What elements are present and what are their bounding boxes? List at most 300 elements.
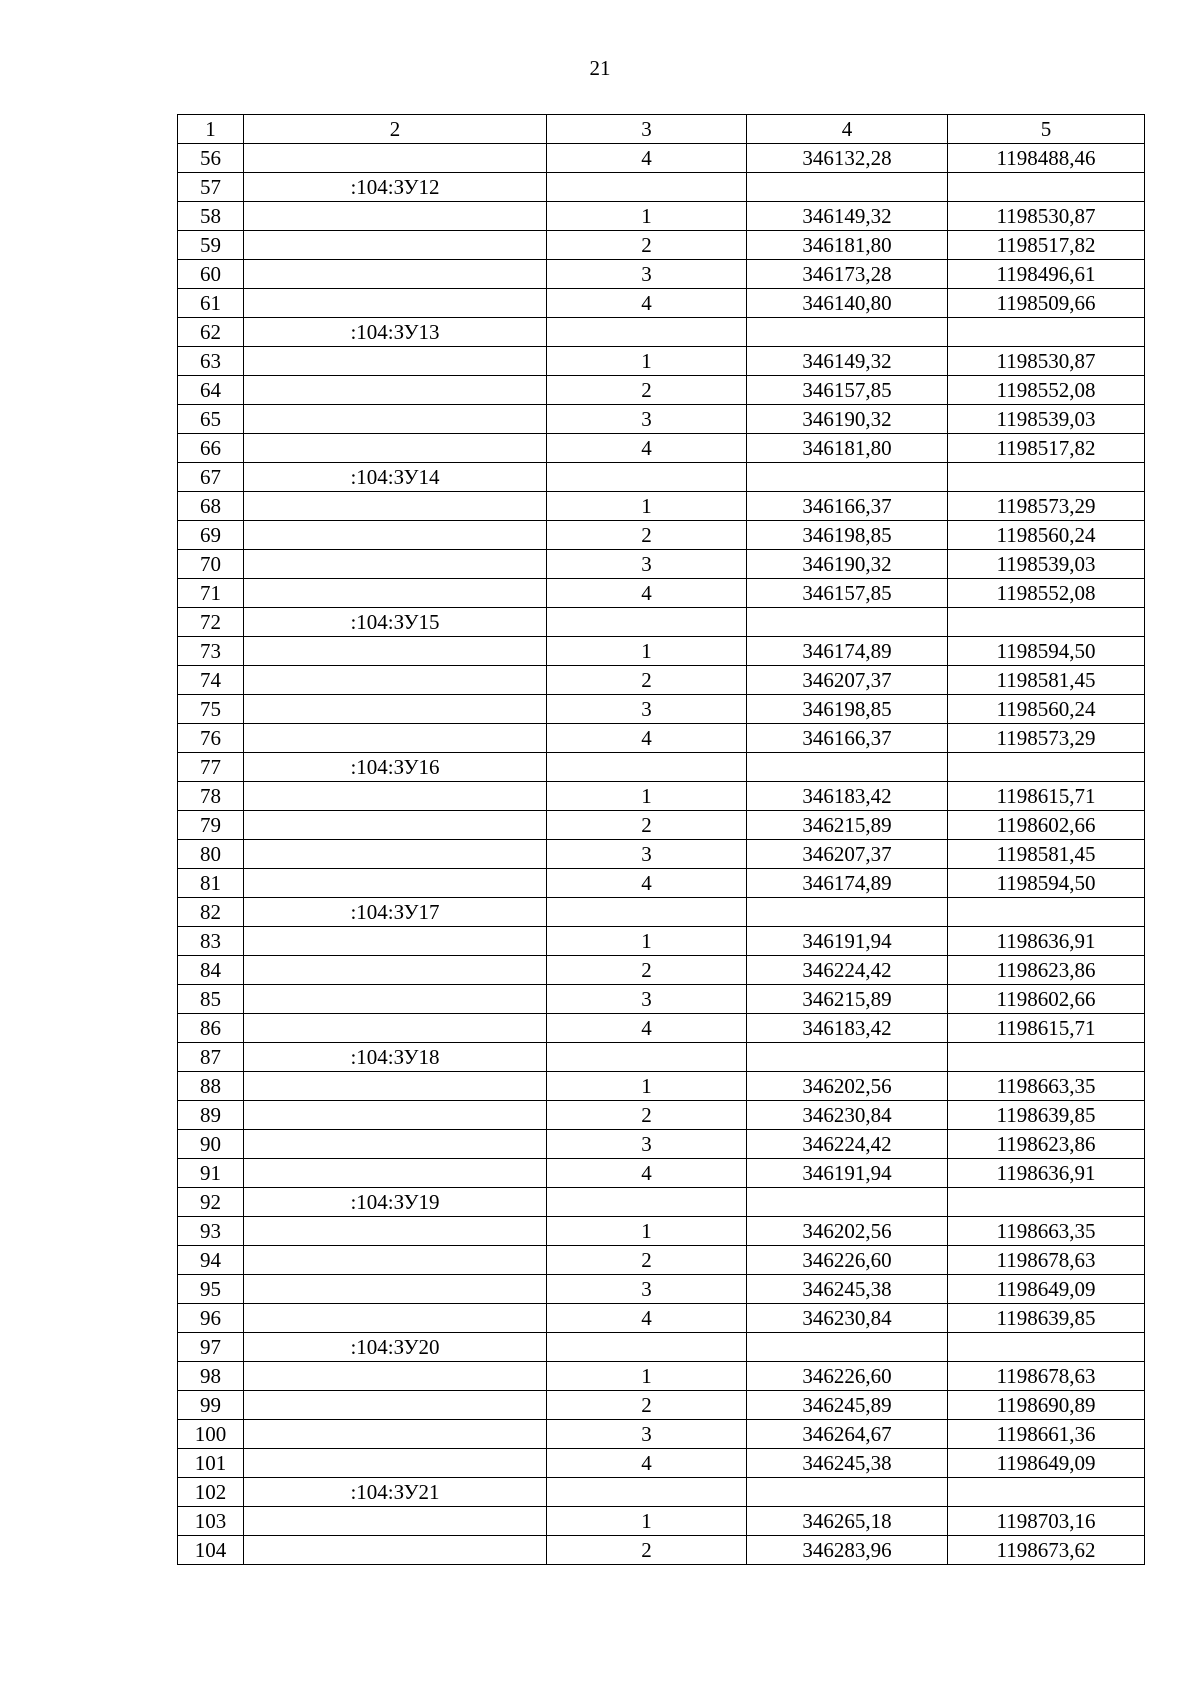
table-row: [178, 927, 1145, 956]
column-header: 4: [747, 115, 948, 144]
row-number-cell: 75: [178, 695, 244, 724]
y-coordinate-cell: 1198573,29: [948, 492, 1145, 521]
y-coordinate-cell: 1198639,85: [948, 1304, 1145, 1333]
y-coordinate-cell: 1198663,35: [948, 1217, 1145, 1246]
table-row: [178, 898, 1145, 927]
x-coordinate-cell: 346207,37: [747, 666, 948, 695]
x-coordinate-cell: 346245,38: [747, 1275, 948, 1304]
row-number-cell: 80: [178, 840, 244, 869]
plot-label-cell: :104:ЗУ18: [244, 1043, 547, 1072]
x-coordinate-cell: 346140,80: [747, 289, 948, 318]
x-coordinate-cell: 346245,89: [747, 1391, 948, 1420]
x-coordinate-cell: [747, 1043, 948, 1072]
y-coordinate-cell: 1198581,45: [948, 840, 1145, 869]
y-coordinate-cell: 1198530,87: [948, 347, 1145, 376]
y-coordinate-cell: 1198649,09: [948, 1449, 1145, 1478]
row-number-cell: 57: [178, 173, 244, 202]
table-row: [178, 376, 1145, 405]
y-coordinate-cell: 1198517,82: [948, 231, 1145, 260]
plot-label-cell: [244, 869, 547, 898]
y-coordinate-cell: 1198594,50: [948, 869, 1145, 898]
table-row: [178, 318, 1145, 347]
x-coordinate-cell: 346224,42: [747, 1130, 948, 1159]
plot-label-cell: :104:ЗУ15: [244, 608, 547, 637]
table-row: [178, 463, 1145, 492]
row-number-cell: 83: [178, 927, 244, 956]
table-row: [178, 840, 1145, 869]
y-coordinate-cell: 1198623,86: [948, 956, 1145, 985]
y-coordinate-cell: 1198552,08: [948, 579, 1145, 608]
x-coordinate-cell: 346149,32: [747, 202, 948, 231]
point-number-cell: 4: [547, 1304, 747, 1333]
row-number-cell: 63: [178, 347, 244, 376]
row-number-cell: 70: [178, 550, 244, 579]
x-coordinate-cell: [747, 1333, 948, 1362]
y-coordinate-cell: 1198678,63: [948, 1362, 1145, 1391]
x-coordinate-cell: 346230,84: [747, 1304, 948, 1333]
row-number-cell: 91: [178, 1159, 244, 1188]
coordinates-table: [177, 114, 1145, 1565]
x-coordinate-cell: 346283,96: [747, 1536, 948, 1565]
y-coordinate-cell: [948, 463, 1145, 492]
y-coordinate-cell: [948, 318, 1145, 347]
x-coordinate-cell: 346173,28: [747, 260, 948, 289]
y-coordinate-cell: 1198636,91: [948, 1159, 1145, 1188]
row-number-cell: 102: [178, 1478, 244, 1507]
point-number-cell: 3: [547, 405, 747, 434]
y-coordinate-cell: 1198594,50: [948, 637, 1145, 666]
x-coordinate-cell: 346226,60: [747, 1362, 948, 1391]
x-coordinate-cell: 346215,89: [747, 985, 948, 1014]
row-number-cell: 97: [178, 1333, 244, 1362]
x-coordinate-cell: 346215,89: [747, 811, 948, 840]
y-coordinate-cell: 1198602,66: [948, 985, 1145, 1014]
table-row: [178, 1159, 1145, 1188]
plot-label-cell: [244, 347, 547, 376]
x-coordinate-cell: 346202,56: [747, 1217, 948, 1246]
point-number-cell: 3: [547, 695, 747, 724]
plot-label-cell: :104:ЗУ14: [244, 463, 547, 492]
point-number-cell: 2: [547, 1246, 747, 1275]
y-coordinate-cell: 1198539,03: [948, 550, 1145, 579]
plot-label-cell: :104:ЗУ17: [244, 898, 547, 927]
x-coordinate-cell: [747, 463, 948, 492]
point-number-cell: 2: [547, 376, 747, 405]
x-coordinate-cell: 346230,84: [747, 1101, 948, 1130]
table-row: [178, 956, 1145, 985]
point-number-cell: 3: [547, 840, 747, 869]
row-number-cell: 85: [178, 985, 244, 1014]
plot-label-cell: [244, 724, 547, 753]
x-coordinate-cell: 346174,89: [747, 637, 948, 666]
row-number-cell: 87: [178, 1043, 244, 1072]
plot-label-cell: :104:ЗУ12: [244, 173, 547, 202]
point-number-cell: 3: [547, 260, 747, 289]
table-row: [178, 1246, 1145, 1275]
x-coordinate-cell: 346190,32: [747, 405, 948, 434]
y-coordinate-cell: 1198573,29: [948, 724, 1145, 753]
x-coordinate-cell: 346207,37: [747, 840, 948, 869]
row-number-cell: 77: [178, 753, 244, 782]
table-row: [178, 1362, 1145, 1391]
row-number-cell: 69: [178, 521, 244, 550]
plot-label-cell: [244, 492, 547, 521]
row-number-cell: 58: [178, 202, 244, 231]
x-coordinate-cell: [747, 898, 948, 927]
table-row: [178, 811, 1145, 840]
point-number-cell: 1: [547, 1362, 747, 1391]
plot-label-cell: [244, 1420, 547, 1449]
table-row: [178, 1101, 1145, 1130]
table-row: [178, 1420, 1145, 1449]
table-row: [178, 1449, 1145, 1478]
plot-label-cell: [244, 637, 547, 666]
x-coordinate-cell: 346191,94: [747, 1159, 948, 1188]
y-coordinate-cell: 1198636,91: [948, 927, 1145, 956]
x-coordinate-cell: 346245,38: [747, 1449, 948, 1478]
y-coordinate-cell: [948, 753, 1145, 782]
plot-label-cell: :104:ЗУ21: [244, 1478, 547, 1507]
y-coordinate-cell: 1198678,63: [948, 1246, 1145, 1275]
y-coordinate-cell: 1198663,35: [948, 1072, 1145, 1101]
point-number-cell: [547, 1043, 747, 1072]
point-number-cell: [547, 898, 747, 927]
table-row: [178, 492, 1145, 521]
row-number-cell: 71: [178, 579, 244, 608]
table-row: [178, 1217, 1145, 1246]
point-number-cell: 1: [547, 1072, 747, 1101]
y-coordinate-cell: 1198690,89: [948, 1391, 1145, 1420]
plot-label-cell: [244, 840, 547, 869]
point-number-cell: 3: [547, 1275, 747, 1304]
table-row: [178, 1072, 1145, 1101]
y-coordinate-cell: 1198496,61: [948, 260, 1145, 289]
row-number-cell: 88: [178, 1072, 244, 1101]
y-coordinate-cell: 1198581,45: [948, 666, 1145, 695]
table-row: [178, 289, 1145, 318]
table-row: [178, 782, 1145, 811]
column-header: 1: [178, 115, 244, 144]
y-coordinate-cell: 1198673,62: [948, 1536, 1145, 1565]
row-number-cell: 103: [178, 1507, 244, 1536]
point-number-cell: 1: [547, 202, 747, 231]
x-coordinate-cell: 346174,89: [747, 869, 948, 898]
row-number-cell: 67: [178, 463, 244, 492]
plot-label-cell: [244, 202, 547, 231]
table-row: [178, 260, 1145, 289]
x-coordinate-cell: 346224,42: [747, 956, 948, 985]
plot-label-cell: [244, 956, 547, 985]
point-number-cell: 1: [547, 637, 747, 666]
point-number-cell: 1: [547, 1217, 747, 1246]
table-row: [178, 173, 1145, 202]
row-number-cell: 94: [178, 1246, 244, 1275]
row-number-cell: 59: [178, 231, 244, 260]
plot-label-cell: [244, 405, 547, 434]
table-row: [178, 869, 1145, 898]
plot-label-cell: [244, 1536, 547, 1565]
plot-label-cell: [244, 376, 547, 405]
row-number-cell: 64: [178, 376, 244, 405]
y-coordinate-cell: [948, 1188, 1145, 1217]
plot-label-cell: [244, 1507, 547, 1536]
plot-label-cell: [244, 231, 547, 260]
table-row: [178, 144, 1145, 173]
point-number-cell: [547, 318, 747, 347]
x-coordinate-cell: [747, 1188, 948, 1217]
x-coordinate-cell: [747, 608, 948, 637]
table-row: [178, 579, 1145, 608]
table-row: [178, 724, 1145, 753]
y-coordinate-cell: 1198488,46: [948, 144, 1145, 173]
table-row: [178, 1188, 1145, 1217]
plot-label-cell: [244, 695, 547, 724]
table-row: [178, 1130, 1145, 1159]
x-coordinate-cell: 346198,85: [747, 695, 948, 724]
table-row: [178, 637, 1145, 666]
plot-label-cell: [244, 1449, 547, 1478]
point-number-cell: 1: [547, 1507, 747, 1536]
y-coordinate-cell: 1198509,66: [948, 289, 1145, 318]
plot-label-cell: [244, 666, 547, 695]
point-number-cell: 3: [547, 1130, 747, 1159]
table-row: [178, 753, 1145, 782]
plot-label-cell: [244, 1246, 547, 1275]
plot-label-cell: [244, 1217, 547, 1246]
plot-label-cell: :104:ЗУ16: [244, 753, 547, 782]
table-row: [178, 1333, 1145, 1362]
y-coordinate-cell: 1198623,86: [948, 1130, 1145, 1159]
point-number-cell: [547, 463, 747, 492]
x-coordinate-cell: 346149,32: [747, 347, 948, 376]
point-number-cell: 4: [547, 1014, 747, 1043]
y-coordinate-cell: 1198615,71: [948, 782, 1145, 811]
row-number-cell: 78: [178, 782, 244, 811]
row-number-cell: 73: [178, 637, 244, 666]
point-number-cell: 1: [547, 492, 747, 521]
x-coordinate-cell: 346198,85: [747, 521, 948, 550]
point-number-cell: 2: [547, 956, 747, 985]
plot-label-cell: [244, 144, 547, 173]
row-number-cell: 93: [178, 1217, 244, 1246]
point-number-cell: [547, 1478, 747, 1507]
x-coordinate-cell: 346265,18: [747, 1507, 948, 1536]
plot-label-cell: [244, 1072, 547, 1101]
point-number-cell: 2: [547, 1101, 747, 1130]
y-coordinate-cell: 1198560,24: [948, 695, 1145, 724]
x-coordinate-cell: [747, 1478, 948, 1507]
y-coordinate-cell: 1198539,03: [948, 405, 1145, 434]
x-coordinate-cell: 346181,80: [747, 434, 948, 463]
plot-label-cell: :104:ЗУ13: [244, 318, 547, 347]
point-number-cell: 4: [547, 289, 747, 318]
point-number-cell: 4: [547, 724, 747, 753]
row-number-cell: 90: [178, 1130, 244, 1159]
table-row: [178, 1014, 1145, 1043]
plot-label-cell: :104:ЗУ19: [244, 1188, 547, 1217]
x-coordinate-cell: 346183,42: [747, 782, 948, 811]
point-number-cell: 3: [547, 1420, 747, 1449]
table-row: [178, 434, 1145, 463]
table-row: [178, 1275, 1145, 1304]
plot-label-cell: :104:ЗУ20: [244, 1333, 547, 1362]
point-number-cell: 4: [547, 869, 747, 898]
row-number-cell: 86: [178, 1014, 244, 1043]
point-number-cell: 1: [547, 347, 747, 376]
row-number-cell: 82: [178, 898, 244, 927]
table-row: [178, 550, 1145, 579]
row-number-cell: 68: [178, 492, 244, 521]
row-number-cell: 89: [178, 1101, 244, 1130]
plot-label-cell: [244, 1275, 547, 1304]
point-number-cell: 1: [547, 782, 747, 811]
point-number-cell: 2: [547, 231, 747, 260]
x-coordinate-cell: 346202,56: [747, 1072, 948, 1101]
plot-label-cell: [244, 550, 547, 579]
y-coordinate-cell: 1198517,82: [948, 434, 1145, 463]
table-row: [178, 985, 1145, 1014]
point-number-cell: 2: [547, 811, 747, 840]
row-number-cell: 79: [178, 811, 244, 840]
point-number-cell: [547, 173, 747, 202]
x-coordinate-cell: 346157,85: [747, 579, 948, 608]
row-number-cell: 99: [178, 1391, 244, 1420]
table-row: [178, 347, 1145, 376]
plot-label-cell: [244, 1014, 547, 1043]
plot-label-cell: [244, 1101, 547, 1130]
x-coordinate-cell: 346191,94: [747, 927, 948, 956]
y-coordinate-cell: 1198649,09: [948, 1275, 1145, 1304]
point-number-cell: 2: [547, 1391, 747, 1420]
column-header: 2: [244, 115, 547, 144]
plot-label-cell: [244, 521, 547, 550]
table-row: [178, 1304, 1145, 1333]
plot-label-cell: [244, 1130, 547, 1159]
row-number-cell: 62: [178, 318, 244, 347]
row-number-cell: 65: [178, 405, 244, 434]
row-number-cell: 81: [178, 869, 244, 898]
row-number-cell: 76: [178, 724, 244, 753]
table-row: [178, 1536, 1145, 1565]
table-row: [178, 695, 1145, 724]
plot-label-cell: [244, 782, 547, 811]
y-coordinate-cell: [948, 898, 1145, 927]
y-coordinate-cell: 1198552,08: [948, 376, 1145, 405]
row-number-cell: 84: [178, 956, 244, 985]
point-number-cell: 4: [547, 1159, 747, 1188]
x-coordinate-cell: 346190,32: [747, 550, 948, 579]
table-row: [178, 1478, 1145, 1507]
y-coordinate-cell: 1198602,66: [948, 811, 1145, 840]
plot-label-cell: [244, 289, 547, 318]
plot-label-cell: [244, 434, 547, 463]
row-number-cell: 72: [178, 608, 244, 637]
y-coordinate-cell: [948, 173, 1145, 202]
plot-label-cell: [244, 985, 547, 1014]
row-number-cell: 92: [178, 1188, 244, 1217]
point-number-cell: 4: [547, 1449, 747, 1478]
column-header: 3: [547, 115, 747, 144]
row-number-cell: 66: [178, 434, 244, 463]
y-coordinate-cell: 1198615,71: [948, 1014, 1145, 1043]
x-coordinate-cell: [747, 173, 948, 202]
row-number-cell: 60: [178, 260, 244, 289]
point-number-cell: 2: [547, 666, 747, 695]
y-coordinate-cell: 1198560,24: [948, 521, 1145, 550]
y-coordinate-cell: [948, 608, 1145, 637]
point-number-cell: 2: [547, 521, 747, 550]
plot-label-cell: [244, 1304, 547, 1333]
x-coordinate-cell: [747, 753, 948, 782]
point-number-cell: 4: [547, 579, 747, 608]
table-row: [178, 1391, 1145, 1420]
x-coordinate-cell: 346181,80: [747, 231, 948, 260]
row-number-cell: 95: [178, 1275, 244, 1304]
row-number-cell: 98: [178, 1362, 244, 1391]
x-coordinate-cell: 346166,37: [747, 492, 948, 521]
table-row: [178, 608, 1145, 637]
plot-label-cell: [244, 1159, 547, 1188]
plot-label-cell: [244, 1391, 547, 1420]
y-coordinate-cell: [948, 1478, 1145, 1507]
x-coordinate-cell: 346132,28: [747, 144, 948, 173]
x-coordinate-cell: 346157,85: [747, 376, 948, 405]
y-coordinate-cell: 1198703,16: [948, 1507, 1145, 1536]
row-number-cell: 96: [178, 1304, 244, 1333]
x-coordinate-cell: [747, 318, 948, 347]
y-coordinate-cell: 1198530,87: [948, 202, 1145, 231]
plot-label-cell: [244, 260, 547, 289]
x-coordinate-cell: 346183,42: [747, 1014, 948, 1043]
table-row: [178, 231, 1145, 260]
y-coordinate-cell: 1198661,36: [948, 1420, 1145, 1449]
table-row: [178, 405, 1145, 434]
point-number-cell: 1: [547, 927, 747, 956]
row-number-cell: 100: [178, 1420, 244, 1449]
point-number-cell: 4: [547, 434, 747, 463]
plot-label-cell: [244, 1362, 547, 1391]
x-coordinate-cell: 346264,67: [747, 1420, 948, 1449]
plot-label-cell: [244, 811, 547, 840]
row-number-cell: 104: [178, 1536, 244, 1565]
table-row: [178, 521, 1145, 550]
table-row: [178, 202, 1145, 231]
point-number-cell: 3: [547, 550, 747, 579]
point-number-cell: 2: [547, 1536, 747, 1565]
point-number-cell: [547, 1188, 747, 1217]
row-number-cell: 56: [178, 144, 244, 173]
plot-label-cell: [244, 927, 547, 956]
point-number-cell: 3: [547, 985, 747, 1014]
column-header: 5: [948, 115, 1145, 144]
row-number-cell: 101: [178, 1449, 244, 1478]
plot-label-cell: [244, 579, 547, 608]
point-number-cell: 4: [547, 144, 747, 173]
x-coordinate-cell: 346226,60: [747, 1246, 948, 1275]
table-row: [178, 1043, 1145, 1072]
y-coordinate-cell: 1198639,85: [948, 1101, 1145, 1130]
point-number-cell: [547, 1333, 747, 1362]
point-number-cell: [547, 608, 747, 637]
row-number-cell: 61: [178, 289, 244, 318]
y-coordinate-cell: [948, 1043, 1145, 1072]
point-number-cell: [547, 753, 747, 782]
table-header-row: [178, 115, 1145, 144]
table-row: [178, 666, 1145, 695]
page-number: 21: [589, 56, 611, 80]
x-coordinate-cell: 346166,37: [747, 724, 948, 753]
y-coordinate-cell: [948, 1333, 1145, 1362]
